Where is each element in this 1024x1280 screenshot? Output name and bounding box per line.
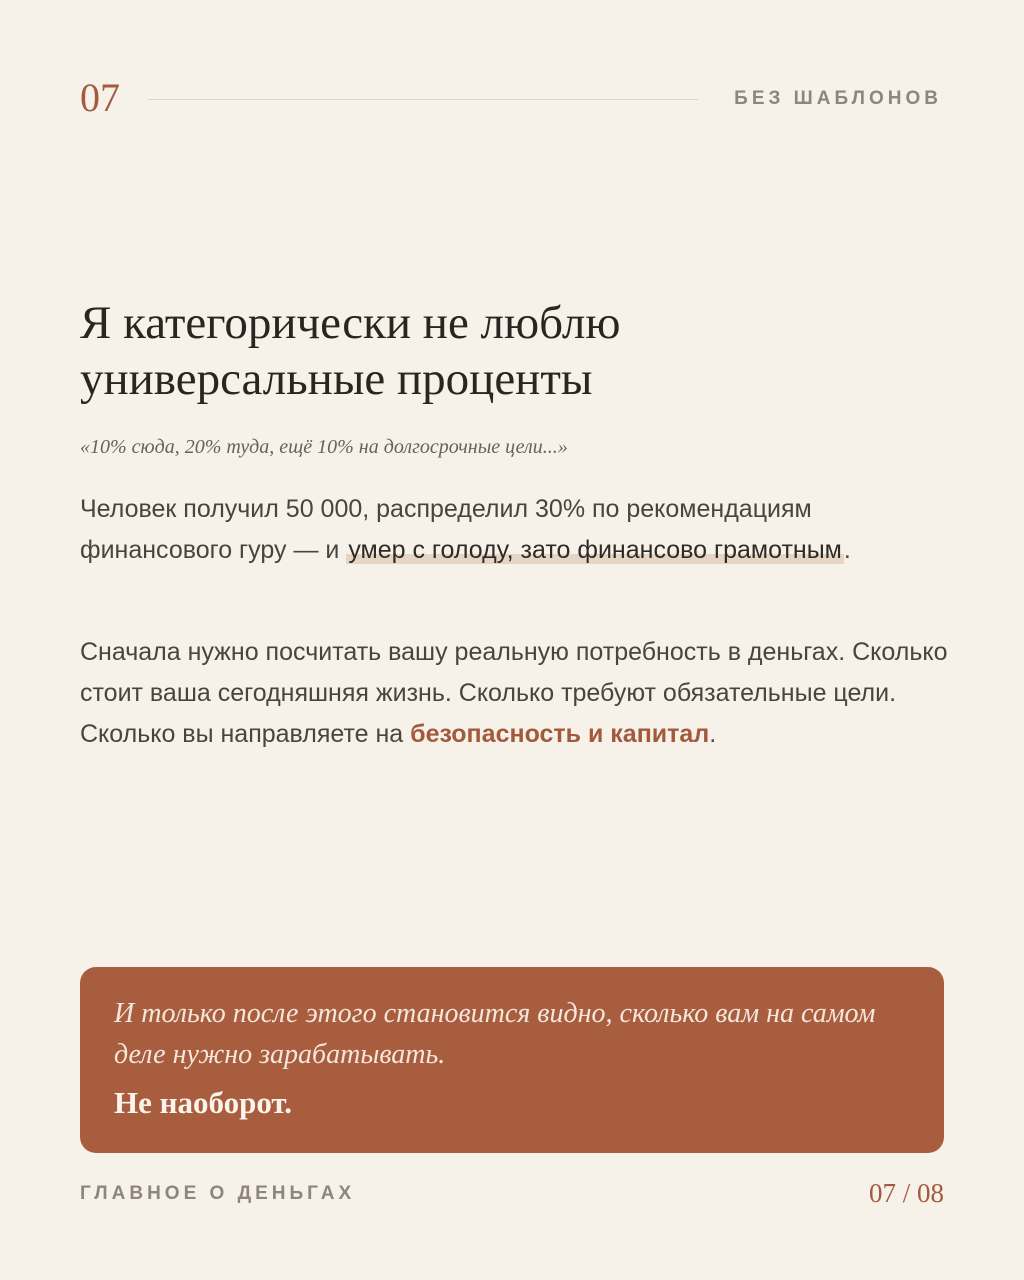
footer-label: ГЛАВНОЕ О ДЕНЬГАХ: [80, 1183, 356, 1204]
title-line-1: Я категорически не люблю: [80, 297, 621, 349]
title-line-2: универсальные проценты: [80, 353, 593, 405]
paragraph-advice: [80, 632, 950, 755]
callout-conclusion: Не наоборот.: [114, 1085, 293, 1120]
header-divider: [148, 99, 698, 100]
page-title: [80, 295, 940, 407]
section-label: БЕЗ ШАБЛОНОВ: [734, 88, 942, 109]
paragraph-story-end: .: [843, 536, 851, 564]
paragraph-story: [80, 489, 950, 571]
accent-phrase: безопасность и капитал: [410, 720, 710, 748]
page-number: 07: [80, 75, 120, 120]
paragraph-advice-text: Сначала нужно посчитать вашу реальную потребность в деньгах. Сколько стоит ваша сегодняшняя жизнь. Сколько требуют обязательные цели. Сколько вы направляете на: [80, 638, 948, 748]
callout-box: [80, 967, 944, 1153]
page-counter: 07 / 08: [868, 1178, 944, 1208]
paragraph-advice-end: .: [709, 720, 717, 748]
quote-subtitle: «10% сюда, 20% туда, ещё 10% на долгосрочные цели...»: [80, 436, 568, 458]
callout-text: И только после этого становится видно, сколько вам на самом деле нужно зарабатывать.: [114, 998, 876, 1070]
paragraph-story-text: Человек получил 50 000, распределил 30% по рекомендациям финансового гуру — и: [80, 495, 812, 564]
highlighted-phrase: умер с голоду, зато финансово грамотным: [348, 536, 842, 564]
